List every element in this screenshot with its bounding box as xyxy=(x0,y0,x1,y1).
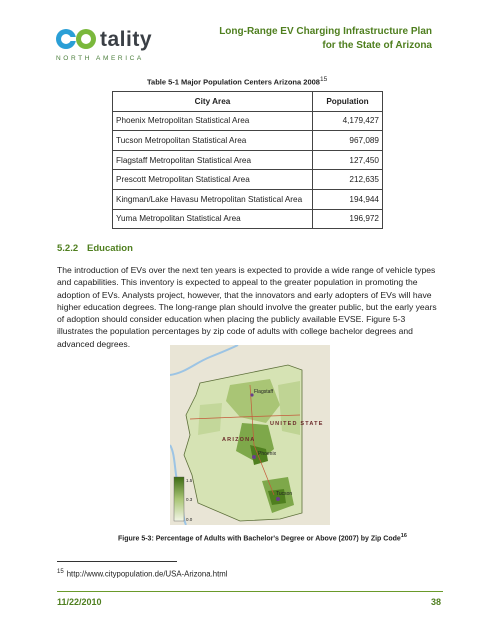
figure-caption-text: Figure 5-3: Percentage of Adults with Bachelor's Degree or Above (2007) by Zip Code xyxy=(118,535,401,543)
map-legend-label-mid: 0.3 xyxy=(186,497,193,502)
footer-date: 11/22/2010 xyxy=(57,597,102,607)
figure-caption xyxy=(118,533,407,542)
section-title: Education xyxy=(87,243,133,254)
footnote-link[interactable]: http://www.citypopulation.de/USA-Arizona.html xyxy=(66,569,228,579)
table-cell-population: 967,089 xyxy=(313,131,383,151)
figure-caption-footnote-ref[interactable]: 16 xyxy=(400,533,407,539)
table-cell-population: 4,179,427 xyxy=(313,111,383,131)
logo-subtitle: NORTH AMERICA xyxy=(56,55,144,62)
map-legend-label-top: 1.5 xyxy=(186,478,193,483)
table-cell-city: Yuma Metropolitan Statistical Area xyxy=(113,209,313,229)
document-title-line2: for the State of Arizona xyxy=(322,40,432,51)
footnote-divider xyxy=(57,561,177,562)
table-row xyxy=(113,131,383,151)
footnote-number: 15 xyxy=(57,569,64,575)
table-cell-population: 196,972 xyxy=(313,209,383,229)
table-cell-city: Flagstaff Metropolitan Statistical Area xyxy=(113,150,313,170)
map-label-phoenix: Phoenix xyxy=(258,451,277,457)
table-header-population: Population xyxy=(313,92,383,112)
section-paragraph: The introduction of EVs over the next ten years is expected to provide a wide range of vehicle types and capabilities. This inventory is expected to appeal to the greater population in promoting the adoption of EVs. Analysts project, however, that the innovators and early adopters of EVs will have higher education degrees. The long-range plan should involve the greater public, but the early years of adoption should consider education when placing the publicly available EVSE. Figure 5-3 illustrates the population percentages by zip code of adults with college bachelor degrees and advanced degrees. xyxy=(57,265,437,349)
table-caption-footnote-ref[interactable]: 15 xyxy=(319,76,328,83)
table-caption xyxy=(147,76,327,87)
logo-wordmark: tality xyxy=(100,28,153,51)
table-row xyxy=(113,189,383,209)
table-cell-city: Phoenix Metropolitan Statistical Area xyxy=(113,111,313,131)
eco-logo-icon xyxy=(54,22,100,56)
map-legend-label-low: 0.0 xyxy=(186,517,193,522)
table-header-city-area: City Area xyxy=(113,92,313,112)
city-marker xyxy=(276,497,280,501)
footer-divider xyxy=(57,591,443,592)
table-row xyxy=(113,170,383,190)
map-legend-bar xyxy=(174,477,184,521)
table-cell-population: 212,635 xyxy=(313,170,383,190)
table-row xyxy=(113,150,383,170)
table-caption-text: Table 5-1 Major Population Centers Arizona 2008 xyxy=(147,77,320,87)
table-row xyxy=(113,209,383,229)
city-marker xyxy=(252,455,256,459)
document-title xyxy=(219,25,432,53)
map-label-country: UNITED STATE xyxy=(270,421,324,427)
section-number: 5.2.2 xyxy=(57,243,79,254)
section-heading xyxy=(57,243,133,254)
map-label-flagstaff: Flagstaff xyxy=(254,389,274,395)
document-title-line1: Long-Range EV Charging Infrastructure Plan xyxy=(219,26,432,37)
table-row xyxy=(113,111,383,131)
map-label-tucson: Tucson xyxy=(276,491,293,497)
footnote xyxy=(57,569,227,579)
population-table xyxy=(112,91,383,229)
ecotality-logo xyxy=(54,22,194,64)
table-cell-city: Prescott Metropolitan Statistical Area xyxy=(113,170,313,190)
map-label-state: ARIZONA xyxy=(222,437,256,443)
zip-region-shape xyxy=(198,403,222,435)
table-header-row xyxy=(113,92,383,112)
table-cell-population: 127,450 xyxy=(313,150,383,170)
table-cell-city: Kingman/Lake Havasu Metropolitan Statistical Area xyxy=(113,189,313,209)
education-map-figure xyxy=(170,345,330,525)
page-number: 38 xyxy=(430,597,441,607)
table-cell-population: 194,944 xyxy=(313,189,383,209)
table-cell-city: Tucson Metropolitan Statistical Area xyxy=(113,131,313,151)
